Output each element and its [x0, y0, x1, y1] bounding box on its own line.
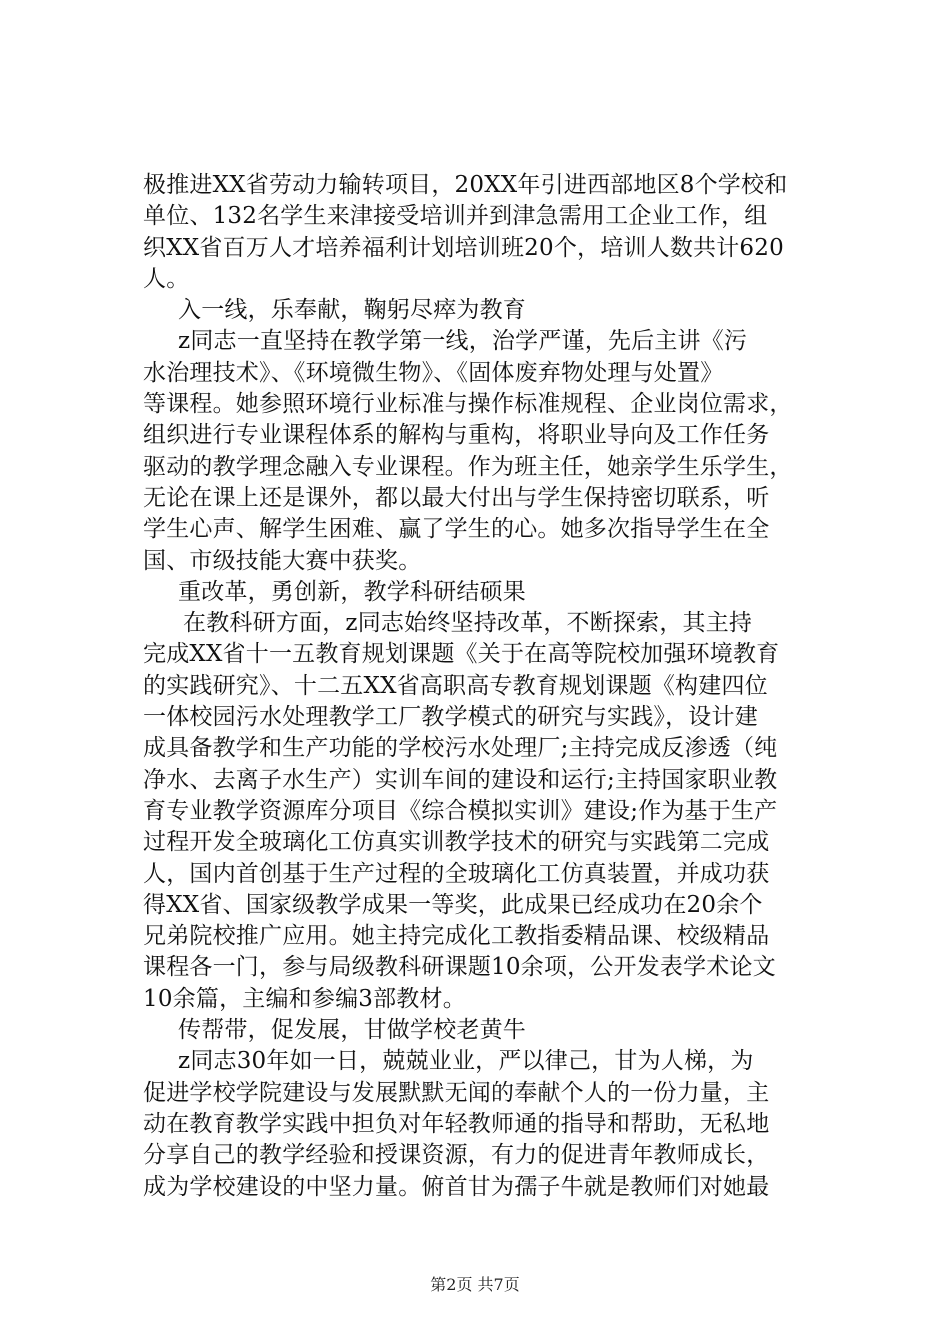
text-line: 育专业教学资源库分项目《综合模拟实训》建设;作为基于生产	[143, 797, 778, 824]
text-line: 织XX省百万人才培养福利计划培训班20个，培训人数共计620	[143, 234, 784, 261]
text-line: 的实践研究》、十二五XX省高职高专教育规划课题《构建四位	[143, 672, 768, 699]
text-line: 得XX省、国家级教学成果一等奖，此成果已经成功在20余个	[143, 891, 763, 918]
text-line: 入一线，乐奉献，鞠躬尽瘁为教育	[178, 297, 526, 324]
text-line: 学生心声、解学生困难、赢了学生的心。她多次指导学生在全	[143, 516, 770, 543]
text-line: 一体校园污水处理教学工厂教学模式的研究与实践》，设计建	[143, 704, 758, 731]
text-line: 极推进XX省劳动力输转项目，20XX年引进西部地区8个学校和	[143, 172, 788, 198]
text-line: 成具备教学和生产功能的学校污水处理厂;主持完成反渗透（纯	[143, 735, 778, 762]
text-line: 水治理技术》、《环境微生物》、《固体废弃物处理与处置》	[143, 359, 724, 386]
document-body	[143, 170, 833, 1203]
text-line: 10余篇，主编和参编3部教材。	[143, 985, 466, 1012]
text-line: 人，国内首创基于生产过程的全玻璃化工仿真装置，并成功获	[143, 860, 770, 887]
text-line: 重改革，勇创新，教学科研结硕果	[178, 578, 526, 605]
text-line: 人。	[143, 265, 190, 292]
text-line: 组织进行专业课程体系的解构与重构，将职业导向及工作任务	[143, 422, 770, 449]
text-line: 国、市级技能大赛中获奖。	[143, 547, 422, 574]
page-footer: 第2页 共7页	[430, 1275, 520, 1294]
text-line: 完成XX省十一五教育规划课题《关于在高等院校加强环境教育	[143, 641, 780, 668]
text-line: 单位、132名学生来津接受培训并到津急需用工企业工作，组	[143, 203, 768, 230]
text-line: 在教科研方面，z同志始终坚持改革，不断探索，其主持	[183, 610, 753, 637]
text-line: 等课程。她参照环境行业标准与操作标准规程、企业岗位需求，	[143, 391, 793, 418]
text-line: 课程各一门，参与局级教科研课题10余项，公开发表学术论文	[143, 954, 776, 981]
text-line: 分享自己的教学经验和授课资源，有力的促进青年教师成长，	[143, 1142, 770, 1169]
text-line: 过程开发全玻璃化工仿真实训教学技术的研究与实践第二完成	[143, 829, 770, 856]
text-line: z同志30年如一日，兢兢业业，严以律己，甘为人梯，为	[178, 1048, 754, 1075]
text-line: 成为学校建设的中坚力量。俯首甘为孺子牛就是教师们对她最	[143, 1173, 770, 1200]
text-line: 无论在课上还是课外，都以最大付出与学生保持密切联系，听	[143, 484, 770, 511]
text-line: 传帮带，促发展，甘做学校老黄牛	[178, 1017, 526, 1044]
text-line: z同志一直坚持在教学第一线，治学严谨，先后主讲《污	[178, 328, 748, 355]
text-line: 兄弟院校推广应用。她主持完成化工教指委精品课、校级精品	[143, 923, 770, 950]
text-line: 动在教育教学实践中担负对年轻教师通的指导和帮助，无私地	[143, 1110, 770, 1137]
text-line: 净水、去离子水生产）实训车间的建设和运行;主持国家职业教	[143, 766, 778, 793]
text-line: 促进学校学院建设与发展默默无闻的奉献个人的一份力量，主	[143, 1079, 770, 1106]
text-line: 驱动的教学理念融入专业课程。作为班主任，她亲学生乐学生，	[143, 453, 793, 480]
